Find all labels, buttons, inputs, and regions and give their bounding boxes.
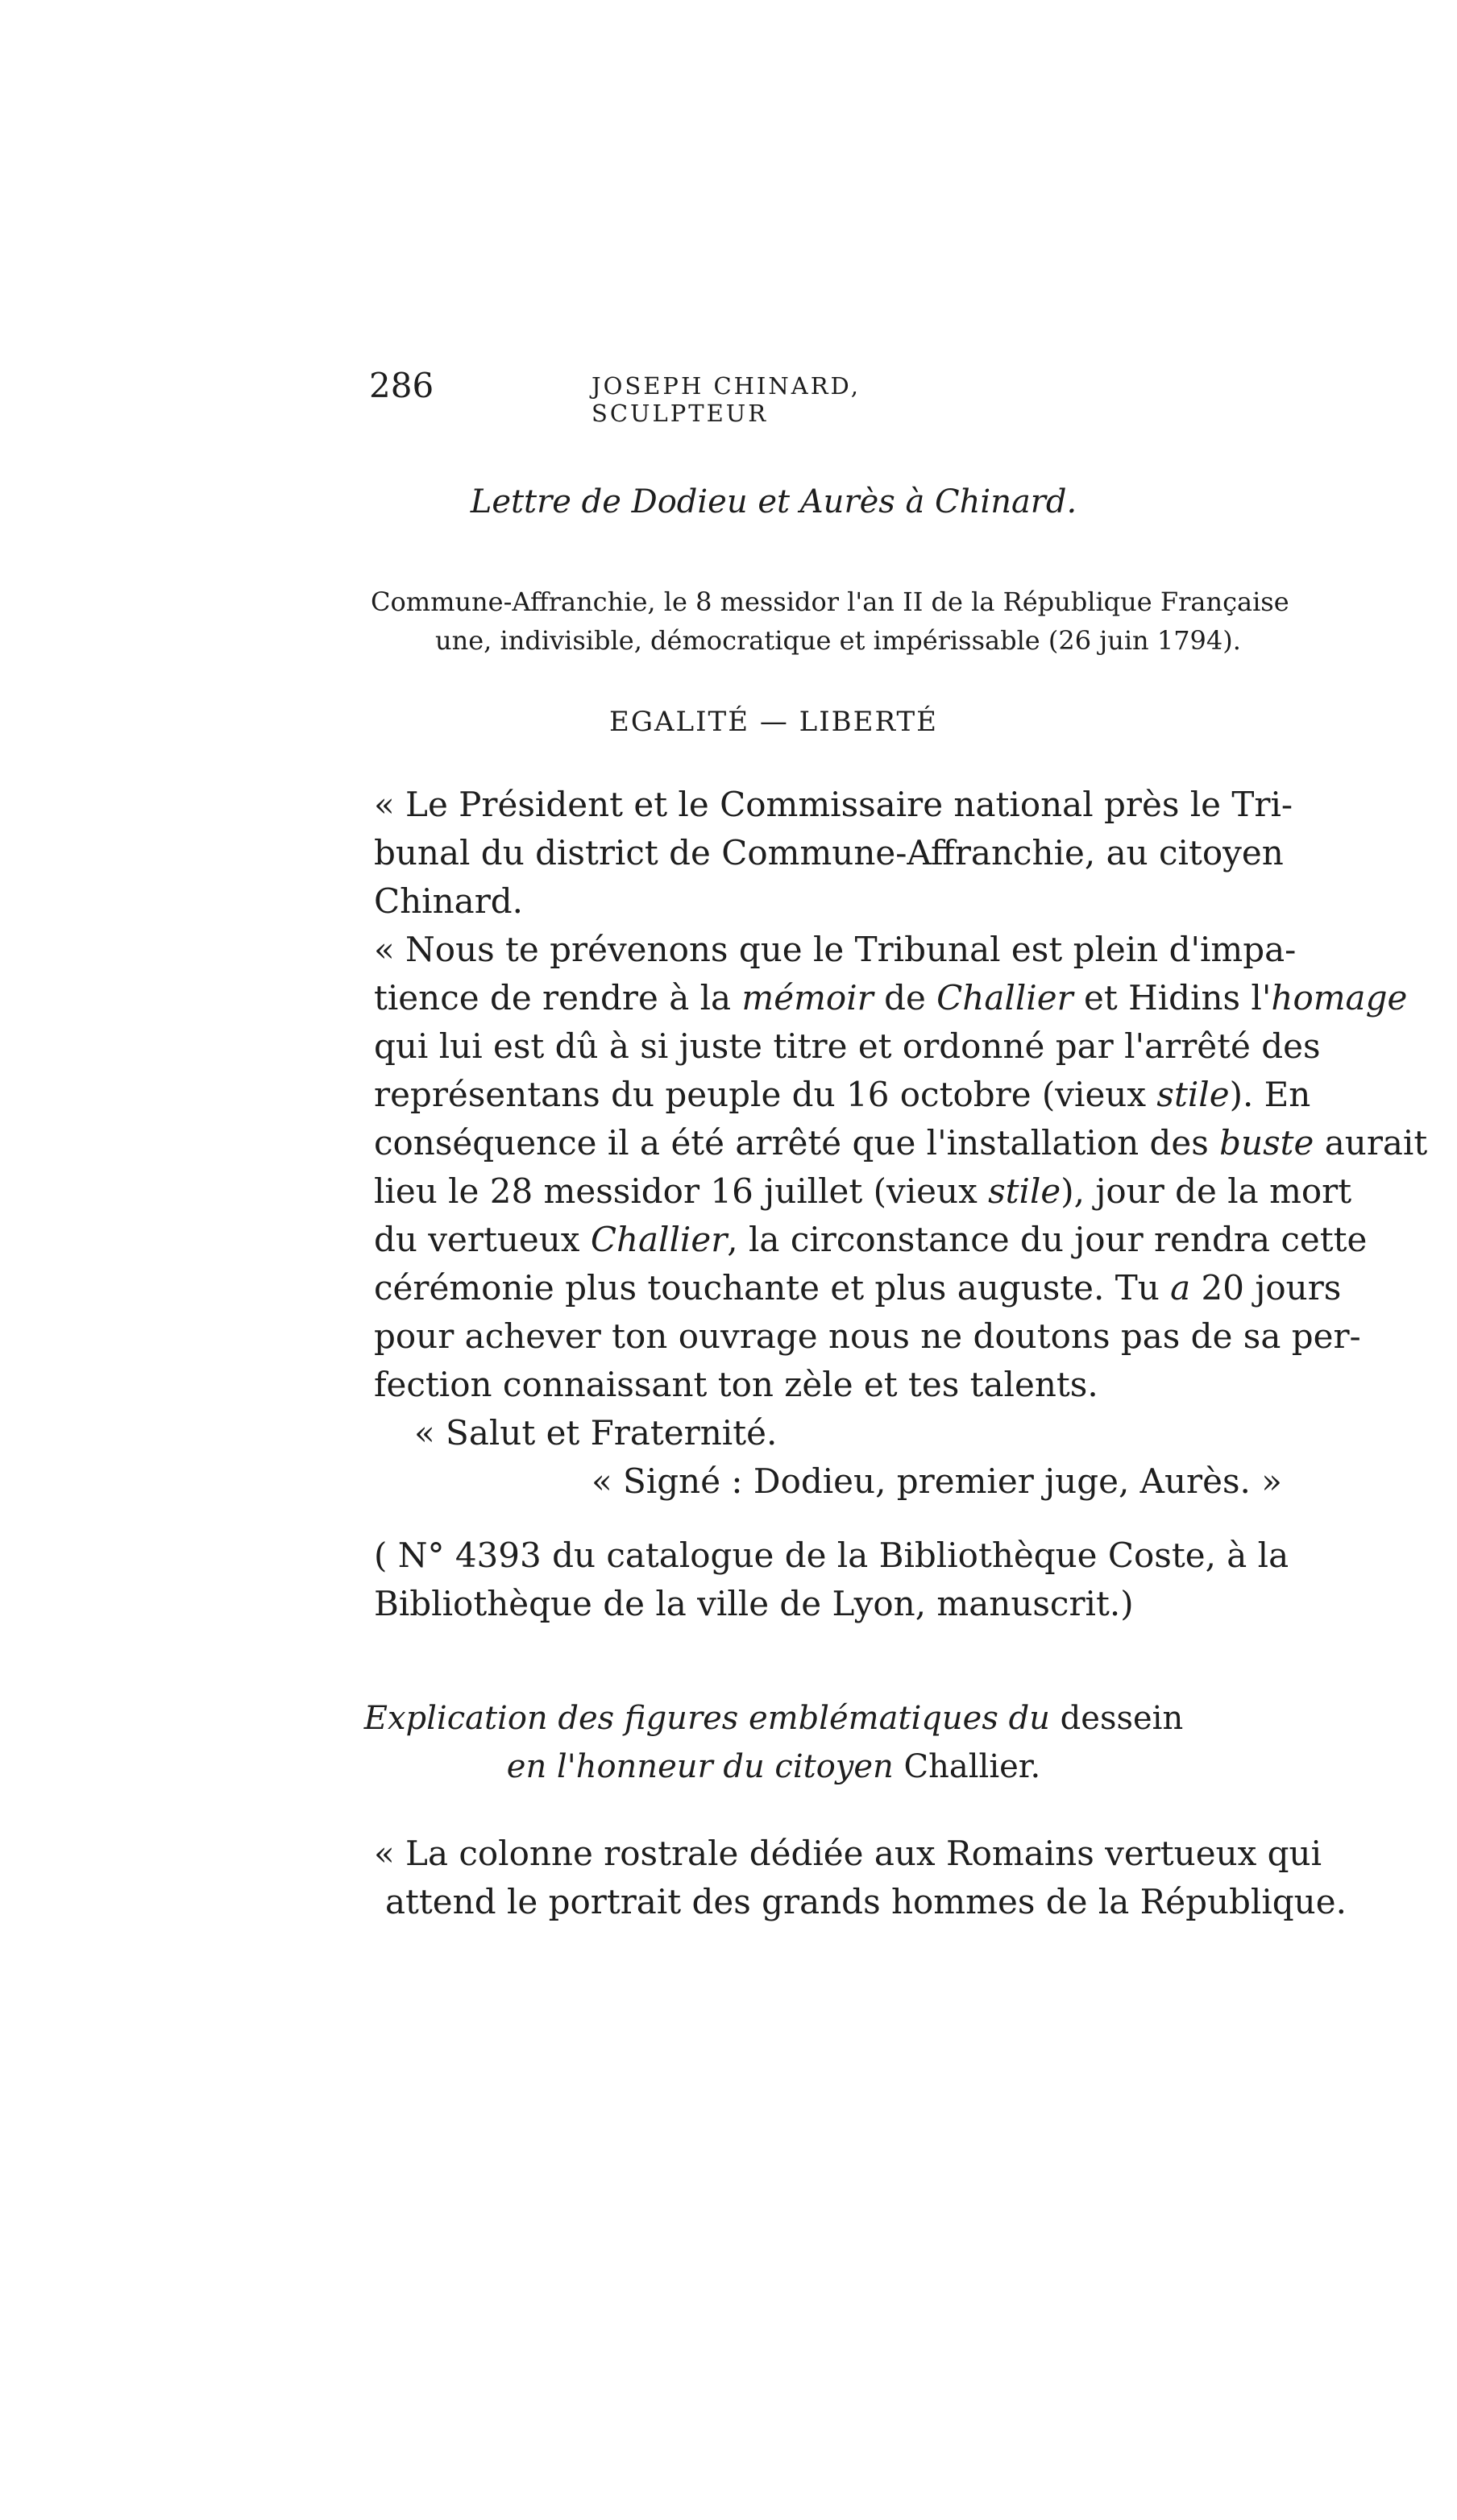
- letter-paragraph-2-line: représentans du peuple du 16 octobre (vieux stile). En: [374, 1075, 1311, 1114]
- letter-title: Lettre de Dodieu et Aurès à Chinard.: [470, 483, 1077, 520]
- page-number: 286: [369, 366, 434, 405]
- explication-paragraph-line: « La colonne rostrale dédiée aux Romains vertueux qui: [374, 1834, 1322, 1873]
- explication-subtitle: en l'honneur du citoyen Challier.: [506, 1748, 1041, 1785]
- motto: EGALITÉ — LIBERTÉ: [609, 706, 938, 738]
- letter-paragraph-2-line: pour achever ton ouvrage nous ne doutons pas de sa per-: [374, 1316, 1361, 1356]
- letter-paragraph-2-line: qui lui est dû à si juste titre et ordonné par l'arrêté des: [374, 1026, 1321, 1066]
- source-note-line: Bibliothèque de la ville de Lyon, manuscrit.): [374, 1584, 1134, 1623]
- dateline-line-2: une, indivisible, démocratique et impérissable (26 juin 1794).: [435, 625, 1241, 656]
- letter-paragraph-2-line: du vertueux Challier, la circonstance du jour rendra cette: [374, 1220, 1368, 1259]
- letter-paragraph-2-line: tience de rendre à la mémoir de Challier et Hidins l'homage: [374, 978, 1408, 1018]
- letter-paragraph-2-line: fection connaissant ton zèle et tes talents.: [374, 1365, 1098, 1404]
- letter-paragraph-1-line: bunal du district de Commune-Affranchie, au citoyen: [374, 833, 1284, 872]
- explication-title: Explication des figures emblématiques du dessein: [363, 1700, 1184, 1737]
- letter-paragraph-2-line: cérémonie plus touchante et plus auguste. Tu a 20 jours: [374, 1268, 1342, 1308]
- explication-paragraph-line: attend le portrait des grands hommes de la République.: [385, 1882, 1347, 1921]
- running-head: [369, 366, 1014, 427]
- letter-paragraph-1-line: « Le Président et le Commissaire national près le Tri-: [374, 785, 1293, 824]
- letter-paragraph-2-line: conséquence il a été arrêté que l'installation des buste aurait: [374, 1123, 1428, 1163]
- dateline-line-1: Commune-Affranchie, le 8 messidor l'an II de la République Française: [371, 586, 1289, 617]
- letter-paragraph-2-line: lieu le 28 messidor 16 juillet (vieux stile), jour de la mort: [374, 1171, 1352, 1211]
- letter-paragraph-1-line: Chinard.: [374, 881, 524, 921]
- running-title: JOSEPH CHINARD, SCULPTEUR: [592, 372, 861, 427]
- signature: « Signé : Dodieu, premier juge, Aurès. »: [592, 1461, 1282, 1501]
- source-note-line: ( N° 4393 du catalogue de la Bibliothèque Coste, à la: [374, 1536, 1289, 1575]
- letter-paragraph-2-line: « Nous te prévenons que le Tribunal est plein d'impa-: [374, 930, 1297, 969]
- closing: « Salut et Fraternité.: [414, 1413, 778, 1453]
